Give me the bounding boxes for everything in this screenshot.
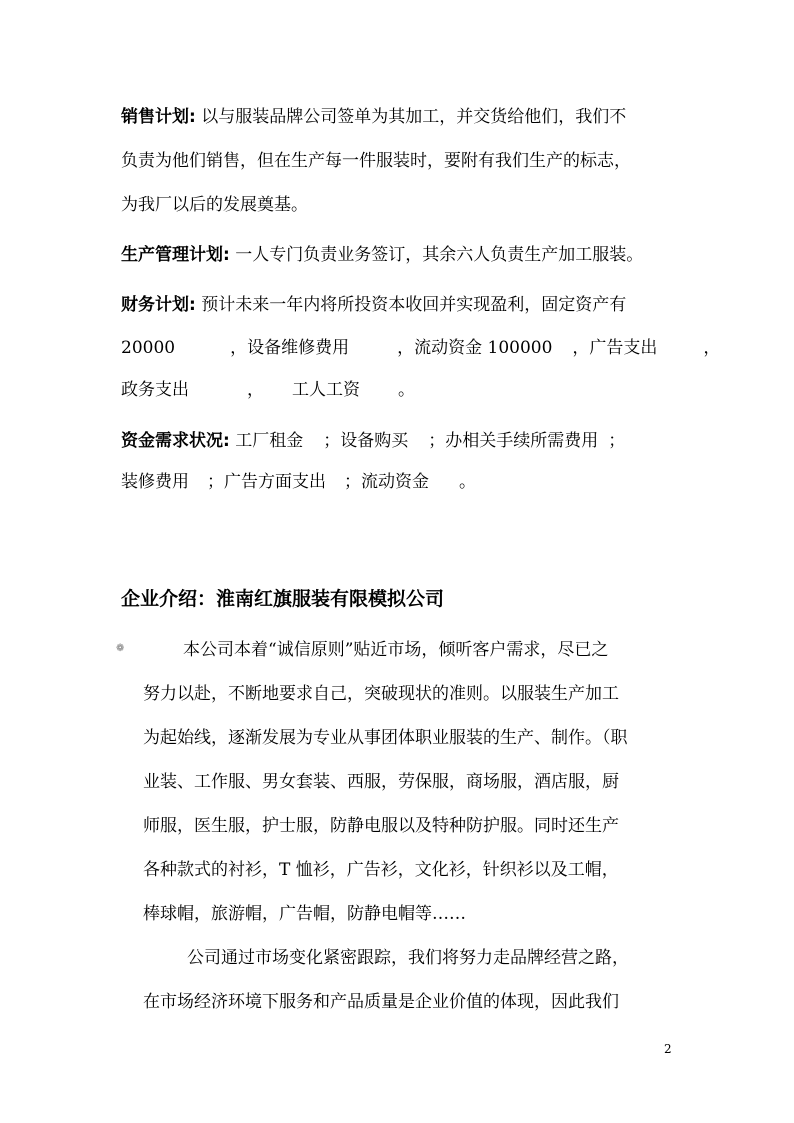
funding-line-1 bbox=[121, 431, 625, 451]
production-plan-line bbox=[121, 245, 643, 265]
sales-plan-line-3: 为我厂以后的发展奠基。 bbox=[121, 195, 308, 215]
sales-plan-line-2: 负责为他们销售，但在生产每一件服装时，要附有我们生产的标志， bbox=[121, 151, 631, 171]
sales-plan-text-1: 以与服装品牌公司签单为其加工，并交货给他们，我们不 bbox=[201, 107, 627, 127]
company-para1-line-1: 本公司本着“诚信原则”贴近市场，倾听客户需求，尽已之 bbox=[183, 640, 609, 660]
production-plan-label: 生产管理计划: bbox=[121, 245, 230, 265]
finance-plan-line-1 bbox=[121, 295, 626, 315]
sales-plan-line-1 bbox=[121, 107, 626, 127]
company-para1-line-6: 各种款式的衬衫，T 恤衫，广告衫，文化衫，针织衫以及工帽， bbox=[143, 860, 619, 880]
finance-plan-label: 财务计划: bbox=[121, 295, 196, 315]
company-para1-line-7: 棒球帽，旅游帽，广告帽，防静电帽等…… bbox=[143, 904, 466, 924]
funding-rent: 工厂租金 bbox=[235, 431, 304, 451]
finance-comma: ， bbox=[703, 338, 721, 358]
finance-plan-line-2 bbox=[121, 338, 720, 358]
finance-maintenance: ，设备维修费用 bbox=[230, 338, 350, 358]
paragraph-mark-icon: ❁ bbox=[116, 643, 125, 654]
finance-plan-line-3 bbox=[121, 380, 415, 400]
finance-plan-text-1: 预计未来一年内将所投资本收回并实现盈利，固定资产有 bbox=[201, 295, 627, 315]
company-para1-line-5: 师服，医生服，护士服，防静电服以及特种防护服。同时还生产 bbox=[143, 816, 619, 836]
funding-procedures: ；办相关手续所需费用 bbox=[428, 431, 599, 451]
funding-period: 。 bbox=[459, 472, 476, 492]
company-intro-heading: 企业介绍：淮南红旗服装有限模拟公司 bbox=[121, 588, 445, 610]
company-para2-line-2: 在市场经济环境下服务和产品质量是企业价值的体现，因此我们 bbox=[143, 992, 619, 1012]
finance-period: 。 bbox=[398, 380, 415, 400]
company-para1-line-3: 为起始线，逐渐发展为专业从事团体职业服装的生产、制作。（职 bbox=[143, 728, 628, 748]
production-plan-text: 一人专门负责业务签订，其余六人负责生产加工服装。 bbox=[235, 245, 644, 265]
page-number: 2 bbox=[664, 1042, 672, 1056]
funding-sep: ； bbox=[608, 431, 626, 451]
sales-plan-label: 销售计划: bbox=[121, 107, 196, 127]
finance-ad-expense: ，广告支出 bbox=[572, 338, 658, 358]
company-para1-line-4: 业装、工作服、男女套装、西服，劳保服，商场服，酒店服，厨 bbox=[143, 772, 619, 792]
funding-decoration: 装修费用 bbox=[121, 472, 189, 492]
finance-wages: 工人工资 bbox=[292, 380, 360, 400]
finance-fixed-assets: 20000 bbox=[121, 338, 176, 358]
funding-working-capital: ；流动资金 bbox=[344, 472, 429, 492]
funding-advertising: ；广告方面支出 bbox=[207, 472, 326, 492]
finance-sep: ， bbox=[247, 380, 264, 400]
funding-label: 资金需求状况: bbox=[121, 431, 230, 451]
company-para2-line-1: 公司通过市场变化紧密跟踪，我们将努力走品牌经营之路， bbox=[187, 948, 629, 968]
funding-line-2 bbox=[121, 472, 476, 492]
finance-govt-expense: 政务支出 bbox=[121, 380, 189, 400]
company-para1-line-2: 努力以赴，不断地要求自己，突破现状的准则。以服装生产加工 bbox=[143, 684, 619, 704]
funding-equipment: ；设备购买 bbox=[323, 431, 409, 451]
finance-working-capital: ，流动资金 100000 bbox=[397, 338, 553, 358]
